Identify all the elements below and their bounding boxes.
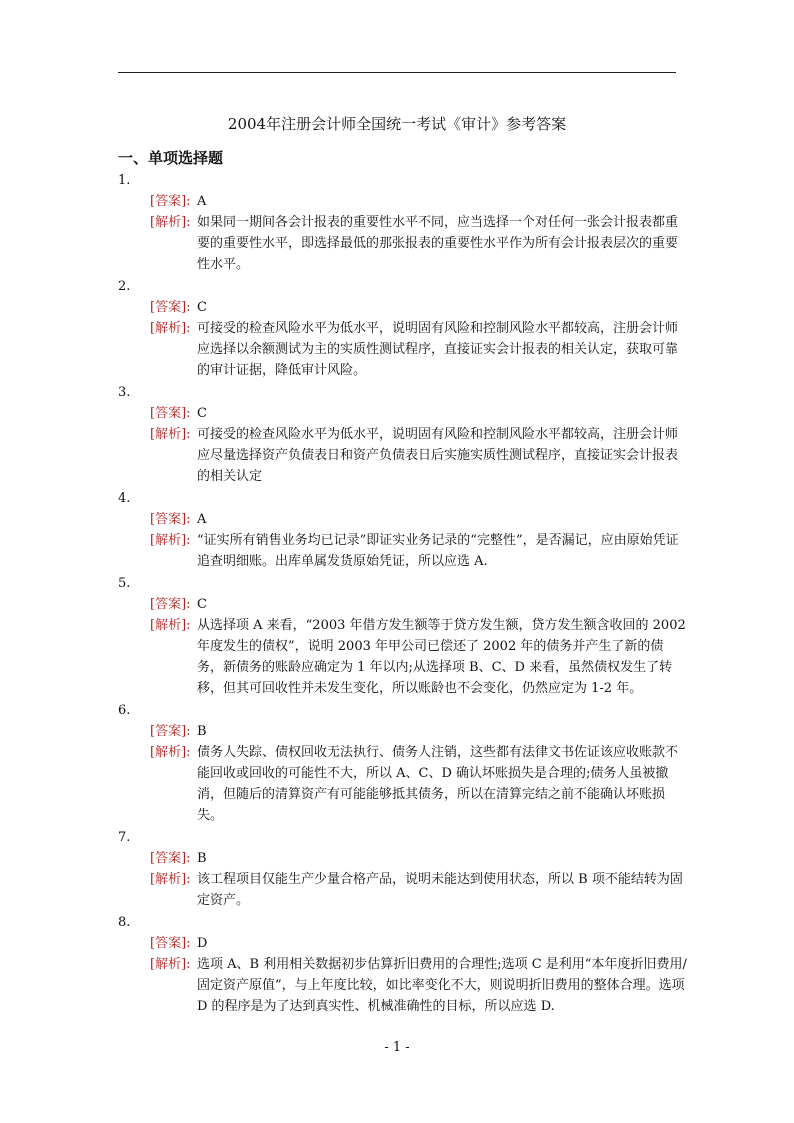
question-item (118, 170, 688, 275)
question-list (118, 170, 688, 1017)
answer-row (150, 594, 688, 615)
explanation-tag: [解析]: (150, 618, 191, 633)
explanation-tag: [解析]: (150, 427, 191, 442)
question-item (118, 912, 688, 1017)
answer-tag: [答案]: (150, 512, 191, 527)
answer-tag: [答案]: (150, 597, 191, 612)
answer-row (150, 509, 688, 530)
answer-row (150, 297, 688, 318)
explanation-text: 可接受的检查风险水平为低水平，说明固有风险和控制风险水平都较高，注册会计师应选择以余额测试为主的实质性测试程序，直接证实会计报表的相关认定，获取可靠的审计证据，降低审计风险。 (197, 321, 679, 378)
question-number: 7. (118, 830, 131, 845)
question-item (118, 276, 688, 381)
question-number: 2. (118, 279, 131, 294)
answer-tag: [答案]: (150, 851, 191, 866)
explanation-row (150, 530, 688, 572)
answer-tag: [答案]: (150, 194, 191, 209)
question-item (118, 573, 688, 699)
explanation-tag: [解析]: (150, 872, 191, 887)
answer-tag: [答案]: (150, 936, 191, 951)
answer-value: A (197, 194, 207, 209)
explanation-row (150, 742, 688, 826)
explanation-row (150, 954, 688, 1017)
question-item (118, 382, 688, 487)
answer-tag: [答案]: (150, 724, 191, 739)
explanation-row (150, 318, 688, 381)
explanation-row (150, 869, 688, 911)
explanation-text: 选项 A、B 利用相关数据初步估算折旧费用的合理性;选项 C 是利用“本年度折旧费用/固定资产原值”，与上年度比较，如比率变化不大，则说明折旧费用的整体合理。选项 D 的程序是为了达到真实性、机械准确性的目标，所以应选 D. (197, 957, 687, 1014)
answer-value: C (197, 300, 207, 315)
answer-tag: [答案]: (150, 406, 191, 421)
answer-row (150, 721, 688, 742)
question-number: 5. (118, 576, 131, 591)
explanation-tag: [解析]: (150, 957, 191, 972)
question-item (118, 488, 688, 572)
explanation-text: 从选择项 A 来看，“2003 年借方发生额等于贷方发生额，贷方发生额含收回的 2002 年度发生的债权”，说明 2003 年甲公司已偿还了 2002 年的债务并产生了新的债务，新债务的账龄应确定为 1 年以内;从选择项 B、C、D 来看，虽然债权发生了转移，但其可回收性并未发生变化，所以账龄也不会变化，仍然应定为 1-2 年。 (197, 618, 686, 696)
answer-value: C (197, 406, 207, 421)
explanation-row (150, 212, 688, 275)
question-number: 3. (118, 385, 131, 400)
explanation-text: “证实所有销售业务均已记录”即证实业务记录的“完整性”，是否漏记，应由原始凭证追查明细账。出库单属发货原始凭证，所以应选 A. (197, 533, 679, 569)
explanation-tag: [解析]: (150, 533, 191, 548)
question-item (118, 827, 688, 911)
answer-value: B (197, 851, 207, 866)
answer-row (150, 933, 688, 954)
question-item (118, 700, 688, 826)
document-title: 2004年注册会计师全国统一考试《审计》参考答案 (227, 115, 567, 133)
explanation-tag: [解析]: (150, 745, 191, 760)
explanation-tag: [解析]: (150, 215, 191, 230)
answer-value: C (197, 597, 207, 612)
question-number: 8. (118, 915, 131, 930)
answer-value: A (197, 512, 207, 527)
question-number: 4. (118, 491, 131, 506)
explanation-text: 债务人失踪、债权回收无法执行、债务人注销，这些都有法律文书佐证该应收账款不能回收或回收的可能性不大，所以 A、C、D 确认坏账损失是合理的;债务人虽被撤消，但随后的清算资产有可能能够抵其债务，所以在清算完结之前不能确认坏账损失。 (197, 745, 679, 823)
page-number: - 1 - (384, 1040, 410, 1055)
answer-row (150, 403, 688, 424)
answer-value: D (197, 936, 208, 951)
explanation-text: 如果同一期间各会计报表的重要性水平不同，应当选择一个对任何一张会计报表都重要的重要性水平，即选择最低的那张报表的重要性水平作为所有会计报表层次的重要性水平。 (197, 215, 679, 272)
answer-row (150, 191, 688, 212)
question-number: 1. (118, 173, 131, 188)
explanation-text: 可接受的检查风险水平为低水平，说明固有风险和控制风险水平都较高，注册会计师应尽量选择资产负债表日和资产负债表日后实施实质性测试程序，直接证实会计报表的相关认定 (197, 427, 679, 484)
explanation-row (150, 424, 688, 487)
answer-row (150, 848, 688, 869)
section-heading: 一、单项选择题 (118, 149, 224, 167)
explanation-tag: [解析]: (150, 321, 191, 336)
explanation-row (150, 615, 688, 699)
header-rule (118, 72, 676, 73)
answer-value: B (197, 724, 207, 739)
answer-tag: [答案]: (150, 300, 191, 315)
question-number: 6. (118, 703, 131, 718)
explanation-text: 该工程项目仅能生产少量合格产品，说明未能达到使用状态，所以 B 项不能结转为固定资产。 (197, 872, 683, 908)
